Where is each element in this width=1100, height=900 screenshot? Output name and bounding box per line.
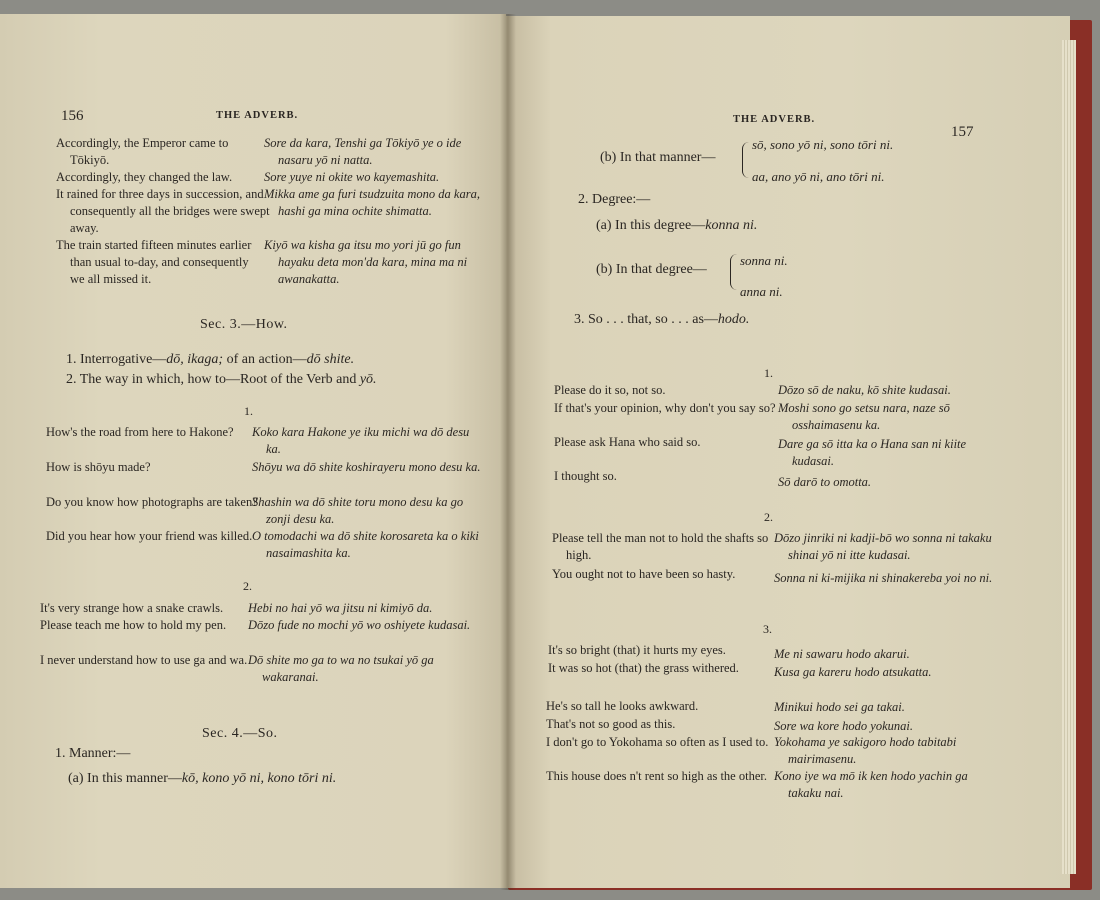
r-g1-jp-3: Dare ga sō itta ka o Hana san ni kiite kudasai.: [778, 437, 967, 468]
page-number-right: 157: [951, 124, 974, 140]
sec4-a: [68, 771, 336, 787]
b-manner-option-1: sō, sono yō ni, sono tōri ni.: [752, 137, 894, 152]
sec3-def1-jp1: dō, ikaga;: [166, 352, 224, 367]
r-g2-en-1: Please tell the man not to hold the shafts so high.: [552, 531, 769, 562]
l-g2-en-3: I never understand how to use ga and wa.: [40, 653, 248, 667]
so-that: [574, 312, 749, 328]
l-g1-en-1: How's the road from here to Hakone?: [46, 425, 234, 439]
sec3-def1-prefix: 1. Interrogative—: [66, 352, 167, 367]
running-head-right: THE ADVERB.: [733, 114, 816, 125]
b-degree-option-2: anna ni.: [740, 284, 783, 299]
intro-jp-4: Kiyō wa kisha ga itsu mo yori jū go fun hayaku deta mon'da kara, mina ma ni awanakatta.: [264, 238, 468, 286]
a-degree-label: (a) In this degree—: [596, 218, 706, 233]
l-g1-en-2: How is shōyu made?: [46, 460, 151, 474]
book-spine-gutter: [500, 14, 516, 890]
l-g2-jp-3: Dō shite mo ga to wa no tsukai yō ga wakaranai.: [248, 653, 434, 684]
left-page: [0, 14, 506, 888]
sec4-a-label: (a) In this manner—: [68, 771, 182, 786]
r-g3-jp-2: Kusa ga kareru hodo atsukatta.: [774, 665, 932, 679]
brace-degree: [730, 254, 738, 290]
page-edges: [1062, 40, 1076, 874]
sec3-def2-jp: yō.: [359, 372, 377, 387]
intro-en-2: Accordingly, they changed the law.: [56, 170, 233, 184]
r-g2-en-2: You ought not to have been so hasty.: [552, 567, 736, 581]
sec3-def1-jp2: dō shite.: [306, 352, 355, 367]
intro-en-1: Accordingly, the Emperor came to Tōkiyō.: [56, 136, 229, 167]
group3-label-right: 3.: [763, 622, 772, 636]
l-g2-en-1: It's very strange how a snake crawls.: [40, 601, 224, 615]
group2-label-right: 2.: [764, 510, 773, 524]
l-g1-jp-3: Shashin wa dō shite toru mono desu ka go zonji desu ka.: [252, 495, 464, 526]
r-g3-en-1: It's so bright (that) it hurts my eyes.: [548, 643, 726, 657]
intro-en-4: The train started fifteen minutes earlier than usual to-day, and consequently we all missed it.: [56, 238, 252, 286]
b-manner-option-2: aa, ano yō ni, ano tōri ni.: [752, 169, 885, 184]
r-g3-jp-1: Me ni sawaru hodo akarui.: [774, 647, 910, 661]
r-g3-en-2: It was so hot (that) the grass withered.: [548, 661, 739, 675]
sec3-def1: [66, 352, 354, 368]
group1-label-right: 1.: [764, 366, 773, 380]
l-g2-jp-2: Dōzo fude no mochi yō wo oshiyete kudasai.: [248, 618, 471, 632]
r-g2-jp-1: Dōzo jinriki ni kadji-bō wo sonna ni takaku shinai yō ni itte kudasai.: [774, 531, 992, 562]
b-degree-label: (b) In that degree—: [596, 262, 707, 277]
r-g2-jp-2: Sonna ni ki-mijika ni shinakereba yoi no ni.: [774, 571, 993, 585]
l-g1-en-4: Did you hear how your friend was killed.: [46, 529, 253, 543]
intro-jp-1: Sore da kara, Tenshi ga Tōkiyō ye o ide nasaru yō ni natta.: [264, 136, 462, 167]
r-g3-jp-6: Kono iye wa mō ik ken hodo yachin ga takaku nai.: [774, 769, 968, 800]
a-degree-jp: konna ni.: [705, 218, 758, 233]
r-g3-en-6: This house does n't rent so high as the other.: [546, 769, 767, 783]
group1-label-left: 1.: [244, 404, 253, 418]
sec3-title: Sec. 3.—How.: [200, 317, 288, 332]
group2-label-left: 2.: [243, 579, 252, 593]
b-degree-option-1: sonna ni.: [740, 253, 788, 268]
l-g2-en-2: Please teach me how to hold my pen.: [40, 618, 227, 632]
a-degree: [596, 218, 757, 234]
running-head-left: THE ADVERB.: [216, 110, 299, 121]
r-g1-jp-4: Sō darō to omotta.: [778, 475, 872, 489]
r-g1-en-4: I thought so.: [554, 469, 617, 483]
r-g1-en-2: If that's your opinion, why don't you say so?: [554, 401, 776, 415]
page-number-left: 156: [61, 108, 84, 124]
r-g1-jp-1: Dōzo sō de naku, kō shite kudasai.: [778, 383, 951, 397]
r-g3-en-3: He's so tall he looks awkward.: [546, 699, 699, 713]
intro-jp-2b: Sore yuye ni okite wo kayemashita.: [264, 170, 440, 184]
l-g2-jp-1: Hebi no hai yō wa jitsu ni kimiyō da.: [248, 601, 433, 615]
l-g1-en-3: Do you know how photographs are taken?: [46, 495, 258, 509]
so-that-jp: hodo.: [717, 312, 750, 327]
right-page: [506, 16, 1070, 888]
l-g1-jp-4: O tomodachi wa dō shite korosareta ka o kiki nasaimashita ka.: [252, 529, 479, 560]
l-g1-jp-2: Shōyu wa dō shite koshirayeru mono desu ka.: [252, 460, 481, 474]
sec4-manner: 1. Manner:—: [55, 746, 131, 761]
b-manner-label: (b) In that manner—: [600, 150, 716, 165]
brace-manner: [742, 142, 750, 178]
sec3-def2-prefix: 2. The way in which, how to—Root of the Verb and: [66, 372, 360, 387]
degree-heading: 2. Degree:—: [578, 192, 651, 207]
sec4-a-jp: kō, kono yō ni, kono tōri ni.: [181, 771, 337, 786]
r-g1-jp-2: Moshi sono go setsu nara, naze sō osshaimasenu ka.: [778, 401, 950, 432]
r-g3-jp-4: Sore wa kore hodo yokunai.: [774, 719, 913, 733]
r-g3-jp-3: Minikui hodo sei ga takai.: [774, 700, 905, 714]
r-g1-en-3: Please ask Hana who said so.: [554, 435, 701, 449]
r-g3-en-5: I don't go to Yokohama so often as I used to.: [546, 735, 769, 749]
sec3-def2: [66, 372, 377, 388]
r-g3-en-4: That's not so good as this.: [546, 717, 676, 731]
intro-jp-3: Mikka ame ga furi tsudzuita mono da kara, hashi ga mina ochite shimatta.: [264, 187, 480, 218]
r-g1-en-1: Please do it so, not so.: [554, 383, 666, 397]
intro-en-3: It rained for three days in succession, and consequently all the bridges were swept away.: [56, 187, 270, 235]
sec3-def1-mid: of an action—: [223, 352, 307, 367]
sec4-title: Sec. 4.—So.: [202, 726, 278, 741]
so-that-prefix: 3. So . . . that, so . . . as—: [574, 312, 718, 327]
r-g3-jp-5: Yokohama ye sakigoro hodo tabitabi mairimasenu.: [774, 735, 957, 766]
l-g1-jp-1: Koko kara Hakone ye iku michi wa dō desu ka.: [252, 425, 470, 456]
